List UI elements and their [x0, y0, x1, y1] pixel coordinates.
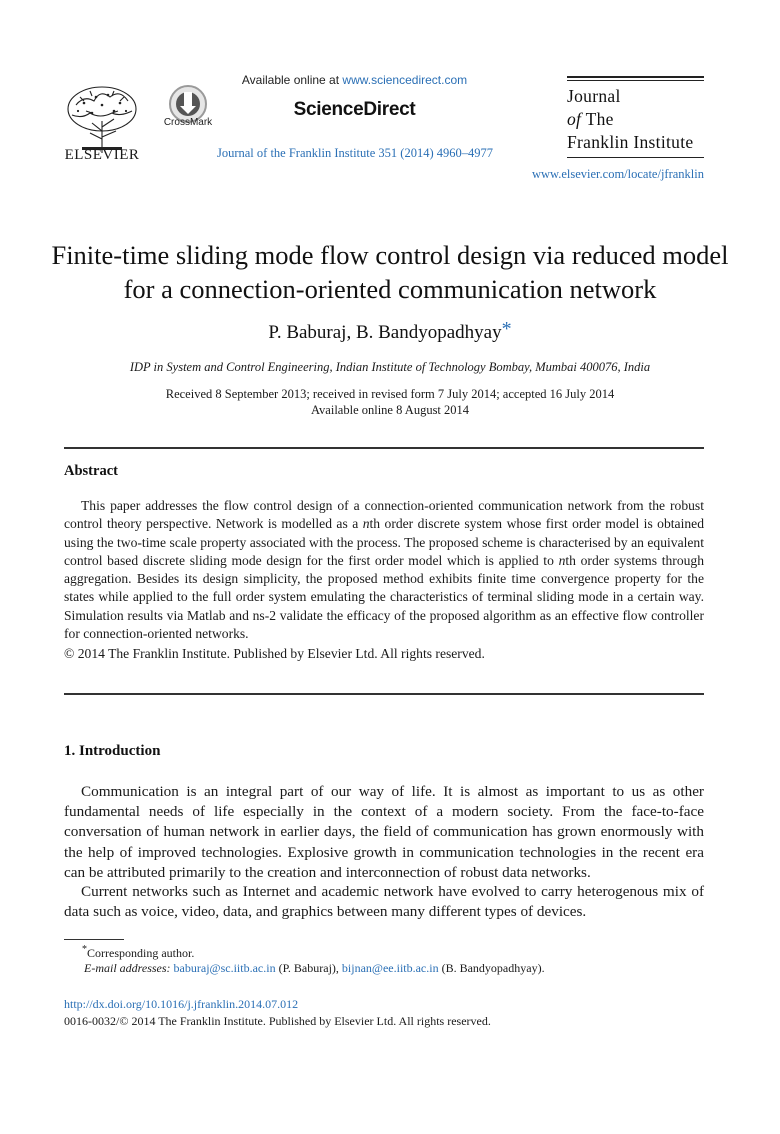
received-dates: Received 8 September 2013; received in revised form 7 July 2014; accepted 16 July 2014	[165, 387, 615, 401]
intro-paragraph-2: Current networks such as Internet and academic network have evolved to carry heterogenous mix of data such as voice, video, data, and graphics between many different types of devices.	[64, 883, 704, 921]
journal-line-2	[567, 108, 704, 131]
abstract-body	[64, 497, 704, 643]
corresponding-author-note	[82, 944, 194, 961]
footnote-rule	[64, 939, 124, 940]
footnote-star: *	[82, 944, 87, 955]
affiliation: IDP in System and Control Engineering, Indian Institute of Technology Bombay, Mumbai 400076, India	[129, 360, 651, 374]
journal-line-1: Journal	[567, 86, 621, 106]
corresponding-author-text: Corresponding author.	[87, 946, 195, 960]
journal-the: The	[581, 109, 614, 129]
available-online	[232, 73, 477, 87]
intro-paragraph-1: Communication is an integral part of our way of life. It is almost as important to us as other fundamental needs of life especially in the context of a modern society. From the face-to-face conversation of human network in earlier days, the field of communication has grown enormously with the help of improved technologies. Explosive growth in communication technologies in the recent era can be attributed primarily to the creation and interconnection of robust data networks.	[64, 783, 704, 881]
masthead-rule-thin	[567, 80, 704, 81]
corresponding-author-marker[interactable]: *	[501, 318, 512, 340]
masthead-rule-bottom	[567, 157, 704, 158]
sciencedirect-wordmark: ScienceDirect	[293, 99, 416, 120]
available-prefix: Available online at	[241, 73, 343, 87]
elsevier-wordmark: ELSEVIER	[64, 147, 140, 163]
journal-homepage-link[interactable]: www.elsevier.com/locate/jfranklin	[531, 167, 704, 181]
abstract-text-2: th order discrete system whose first order model is obtained using the two-time scale property associated with the process. The proposed scheme is characterised by an equivalent control based discrete sliding mode design for the first order model which is applied to	[64, 516, 704, 568]
abstract-rule-top	[64, 447, 704, 449]
abstract-rule-bottom	[64, 693, 704, 695]
masthead-rule-thick	[567, 76, 704, 78]
section-heading-introduction: 1. Introduction	[64, 743, 161, 759]
author-names: P. Baburaj, B. Bandyopadhyay	[268, 322, 502, 343]
email-name-2: (B. Bandyopadhyay).	[438, 961, 545, 975]
email-link-bijnan[interactable]: bijnan@ee.iitb.ac.in	[341, 961, 439, 975]
crossmark-label: CrossMark	[163, 117, 213, 128]
abstract-copyright: © 2014 The Franklin Institute. Published by Elsevier Ltd. All rights reserved.	[64, 646, 485, 661]
journal-title	[567, 85, 704, 154]
email-name-1: (P. Baburaj),	[275, 961, 342, 975]
sciencedirect-link[interactable]: www.sciencedirect.com	[342, 73, 468, 87]
email-link-baburaj[interactable]: baburaj@sc.iitb.ac.in	[173, 961, 276, 975]
article-title: Finite-time sliding mode flow control design via reduced model for a connection-oriented communication network	[51, 240, 729, 304]
available-online-date: Available online 8 August 2014	[310, 403, 470, 417]
journal-citation-link[interactable]: Journal of the Franklin Institute 351 (2014) 4960–4977	[216, 146, 493, 160]
author-list	[60, 318, 720, 345]
abstract-text-1: This paper addresses the flow control design of a connection-oriented communication network from the robust control theory perspective. Network is modelled as a	[64, 498, 704, 532]
doi-link[interactable]: http://dx.doi.org/10.1016/j.jfranklin.2014.07.012	[64, 997, 299, 1011]
issn-copyright: 0016-0032/© 2014 The Franklin Institute. Published by Elsevier Ltd. All rights reserved.	[64, 1014, 491, 1028]
journal-of: of	[567, 109, 582, 129]
email-addresses-note	[84, 961, 545, 976]
journal-line-3: Franklin Institute	[567, 132, 694, 152]
abstract-n-2: n	[558, 552, 566, 568]
abstract-heading: Abstract	[64, 463, 118, 479]
abstract-text-3: th order systems through aggregation. Besides its design simplicity, the proposed method exhibits finite time convergence property for the states while applied to the full order system emulating the characteristics of terminal sliding mode in a certain way. Simulation results via Matlab and ns-2 validate the efficacy of the proposed algorithm as an effective flow controller for connection-oriented networks.	[64, 552, 705, 642]
abstract-n-1: n	[362, 516, 370, 532]
journal-masthead	[567, 76, 704, 158]
email-label: E-mail addresses:	[84, 961, 174, 975]
